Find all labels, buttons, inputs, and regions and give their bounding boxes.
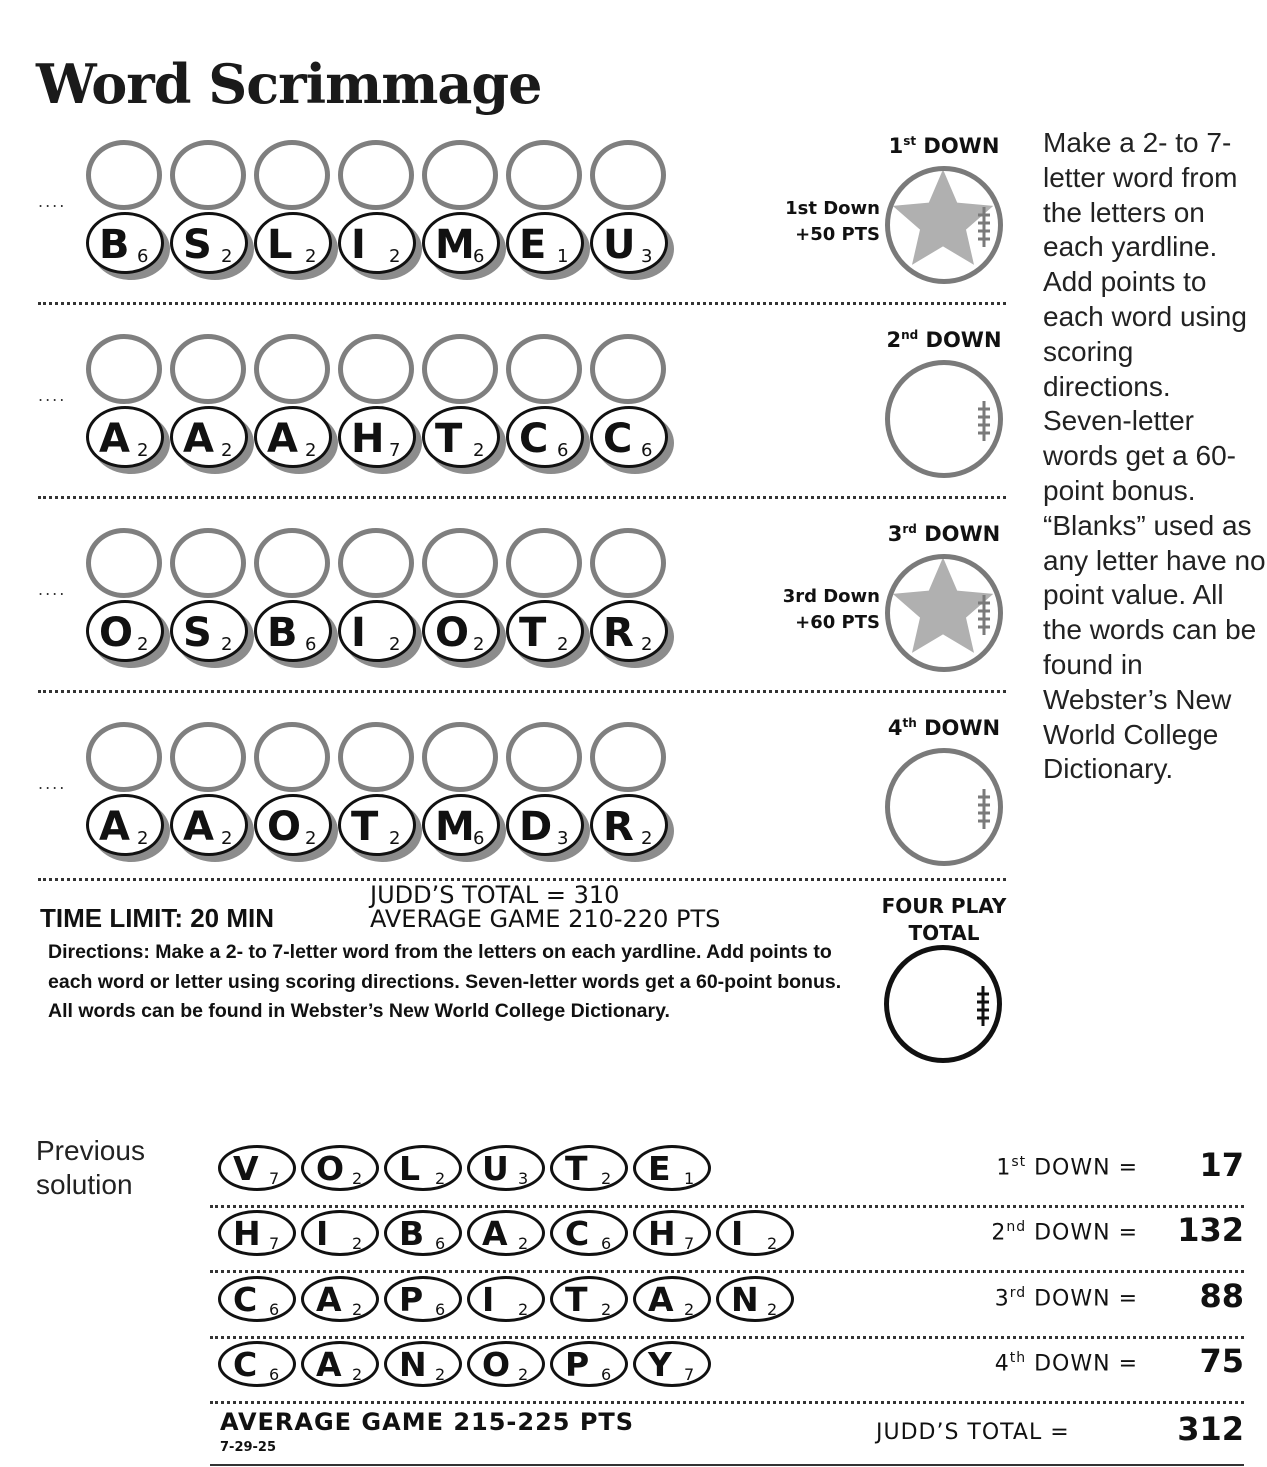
tile-face bbox=[590, 794, 668, 856]
down-score-ball[interactable] bbox=[885, 554, 1003, 672]
solution-score: 88 bbox=[1199, 1277, 1244, 1315]
tile-letter: A bbox=[648, 1280, 674, 1319]
answer-slot[interactable] bbox=[590, 722, 666, 792]
solution-down-label bbox=[996, 1154, 1138, 1180]
solution-score: 17 bbox=[1199, 1146, 1244, 1184]
solution-tile bbox=[467, 1145, 545, 1191]
answer-slot[interactable] bbox=[338, 722, 414, 792]
solution-tile bbox=[384, 1210, 462, 1256]
tile-letter: R bbox=[603, 804, 634, 850]
letter-tile bbox=[590, 406, 670, 470]
answer-slot[interactable] bbox=[422, 140, 498, 210]
answer-slot[interactable] bbox=[170, 140, 246, 210]
solution-tile bbox=[467, 1276, 545, 1322]
tile-letter: A bbox=[482, 1214, 508, 1253]
letter-tile bbox=[506, 406, 586, 470]
tile-letter: O bbox=[482, 1345, 511, 1384]
letter-tile bbox=[506, 600, 586, 664]
answer-slot[interactable] bbox=[86, 528, 162, 598]
solution-row bbox=[210, 1207, 1244, 1271]
tile-value: 2 bbox=[352, 1234, 363, 1253]
tile-face bbox=[254, 406, 332, 468]
tile-value: 6 bbox=[601, 1365, 612, 1384]
tile-letter: T bbox=[565, 1149, 588, 1188]
solution-row bbox=[210, 1273, 1244, 1337]
tile-letter: S bbox=[183, 610, 212, 656]
tile-value: 2 bbox=[221, 440, 233, 461]
tile-value: 6 bbox=[435, 1300, 446, 1319]
down-word: DOWN = bbox=[1026, 1286, 1138, 1312]
tile-face bbox=[86, 794, 164, 856]
letter-tile bbox=[170, 600, 250, 664]
down-label bbox=[879, 134, 1009, 158]
tile-letter: T bbox=[351, 804, 379, 850]
tile-face bbox=[170, 406, 248, 468]
answer-slot[interactable] bbox=[254, 140, 330, 210]
tile-value: 2 bbox=[352, 1169, 363, 1188]
tile-value: 7 bbox=[269, 1169, 280, 1188]
tile-letter: T bbox=[519, 610, 547, 656]
answer-slot[interactable] bbox=[254, 334, 330, 404]
letter-tile bbox=[422, 794, 502, 858]
tile-value: 2 bbox=[305, 828, 317, 849]
yardline-marker: .... bbox=[38, 192, 67, 211]
tile-value: 2 bbox=[352, 1300, 363, 1319]
down-number: 3 bbox=[887, 522, 903, 546]
letter-tile bbox=[254, 600, 334, 664]
tile-face bbox=[254, 600, 332, 662]
tile-letter: I bbox=[316, 1214, 329, 1253]
down-ordinal: rd bbox=[902, 522, 917, 536]
previous-average-game: AVERAGE GAME 215-225 PTS bbox=[220, 1408, 635, 1436]
tile-value: 2 bbox=[389, 828, 401, 849]
solution-tile bbox=[633, 1145, 711, 1191]
tile-letter: H bbox=[233, 1214, 261, 1253]
letter-tile bbox=[590, 794, 670, 858]
tile-value: 6 bbox=[601, 1234, 612, 1253]
solution-divider bbox=[210, 1401, 1244, 1404]
tile-value: 2 bbox=[518, 1365, 529, 1384]
football-laces-icon bbox=[978, 595, 990, 635]
tile-value: 3 bbox=[518, 1169, 529, 1188]
tile-face bbox=[338, 600, 416, 662]
tile-face bbox=[86, 212, 164, 274]
down-bonus-points: 1st Down +50 PTS bbox=[785, 198, 880, 245]
tile-letter: N bbox=[399, 1345, 427, 1384]
letter-tile bbox=[506, 794, 586, 858]
tile-value: 6 bbox=[473, 246, 485, 267]
tile-letter: A bbox=[99, 804, 130, 850]
tile-letter: R bbox=[603, 610, 634, 656]
solution-tile bbox=[633, 1276, 711, 1322]
letter-tile bbox=[338, 600, 418, 664]
down-ordinal: nd bbox=[1006, 1219, 1027, 1235]
bottom-rule bbox=[210, 1464, 1244, 1466]
tile-value: 2 bbox=[518, 1300, 529, 1319]
tile-value: 3 bbox=[641, 246, 653, 267]
tile-letter: V bbox=[233, 1149, 259, 1188]
tile-value: 6 bbox=[473, 828, 485, 849]
letter-tile bbox=[254, 212, 334, 276]
tile-value: 7 bbox=[269, 1234, 280, 1253]
tile-face bbox=[506, 212, 584, 274]
tile-letter: L bbox=[399, 1149, 421, 1188]
tile-face bbox=[506, 600, 584, 662]
tile-value: 2 bbox=[305, 440, 317, 461]
down-number: 1 bbox=[888, 134, 904, 158]
solution-down-label bbox=[991, 1219, 1138, 1245]
tile-letter: H bbox=[648, 1214, 676, 1253]
answer-slot[interactable] bbox=[506, 528, 582, 598]
tile-value: 1 bbox=[557, 246, 569, 267]
football-laces-icon bbox=[977, 986, 989, 1026]
solution-tile bbox=[467, 1341, 545, 1387]
answer-slot[interactable] bbox=[170, 722, 246, 792]
tile-face bbox=[422, 406, 500, 468]
down-ordinal: rd bbox=[1009, 1285, 1027, 1301]
tile-letter: H bbox=[351, 416, 385, 462]
tile-value: 6 bbox=[137, 246, 149, 267]
tile-letter: C bbox=[519, 416, 549, 462]
tile-value: 6 bbox=[557, 440, 569, 461]
solution-tile bbox=[550, 1210, 628, 1256]
down-ordinal: nd bbox=[901, 328, 919, 342]
judds-total: JUDD’S TOTAL = 310 bbox=[370, 881, 620, 909]
tile-face bbox=[590, 212, 668, 274]
tile-face bbox=[254, 794, 332, 856]
tile-letter: T bbox=[435, 416, 463, 462]
yardline-divider bbox=[38, 690, 1006, 693]
tile-value: 3 bbox=[557, 828, 569, 849]
answer-slot[interactable] bbox=[86, 334, 162, 404]
solution-tile bbox=[550, 1276, 628, 1322]
tile-letter: M bbox=[435, 222, 475, 268]
answer-slot[interactable] bbox=[254, 722, 330, 792]
previous-judds-total-score: 312 bbox=[1177, 1410, 1244, 1448]
tile-letter: M bbox=[435, 804, 475, 850]
tile-value: 2 bbox=[389, 634, 401, 655]
letter-tile bbox=[590, 600, 670, 664]
solution-tile bbox=[218, 1145, 296, 1191]
tile-value: 7 bbox=[389, 440, 401, 461]
answer-slot[interactable] bbox=[86, 722, 162, 792]
letter-tile bbox=[86, 406, 166, 470]
answer-slot[interactable] bbox=[338, 140, 414, 210]
tile-letter: B bbox=[267, 610, 298, 656]
tile-face bbox=[422, 794, 500, 856]
down-word: DOWN bbox=[916, 716, 1001, 740]
tile-face bbox=[590, 406, 668, 468]
tile-letter: L bbox=[267, 222, 293, 268]
tile-value: 2 bbox=[473, 634, 485, 655]
tile-value: 2 bbox=[137, 440, 149, 461]
tile-value: 2 bbox=[601, 1169, 612, 1188]
football-laces-icon bbox=[978, 401, 990, 441]
down-word: DOWN = bbox=[1026, 1351, 1138, 1377]
letter-tile bbox=[422, 406, 502, 470]
down-ordinal: st bbox=[1011, 1154, 1027, 1170]
tile-letter: T bbox=[565, 1280, 588, 1319]
yardline-divider bbox=[38, 496, 1006, 499]
down-score-ball[interactable] bbox=[885, 360, 1003, 478]
tile-face bbox=[170, 794, 248, 856]
tile-letter: O bbox=[267, 804, 302, 850]
answer-slot[interactable] bbox=[590, 140, 666, 210]
answer-slot[interactable] bbox=[86, 140, 162, 210]
tile-value: 2 bbox=[352, 1365, 363, 1384]
letter-tile bbox=[170, 794, 250, 858]
tile-letter: S bbox=[183, 222, 212, 268]
tile-face bbox=[506, 794, 584, 856]
tile-value: 2 bbox=[518, 1234, 529, 1253]
solution-score: 75 bbox=[1199, 1342, 1244, 1380]
tile-letter: D bbox=[519, 804, 553, 850]
solution-tile bbox=[218, 1210, 296, 1256]
answer-slot[interactable] bbox=[170, 334, 246, 404]
tile-value: 2 bbox=[389, 246, 401, 267]
solution-tile bbox=[218, 1276, 296, 1322]
down-number: 2 bbox=[886, 328, 902, 352]
down-label bbox=[879, 716, 1009, 740]
yardline-marker: .... bbox=[38, 580, 67, 599]
tile-value: 6 bbox=[269, 1300, 280, 1319]
tile-letter: A bbox=[316, 1280, 342, 1319]
tile-letter: B bbox=[99, 222, 130, 268]
letter-tile bbox=[422, 212, 502, 276]
tile-value: 2 bbox=[221, 634, 233, 655]
tile-value: 7 bbox=[684, 1365, 695, 1384]
average-game: AVERAGE GAME 210-220 PTS bbox=[370, 905, 721, 933]
football-laces-icon bbox=[978, 789, 990, 829]
answer-slot[interactable] bbox=[338, 528, 414, 598]
letter-tile bbox=[338, 794, 418, 858]
letter-tile bbox=[338, 406, 418, 470]
tile-face bbox=[422, 212, 500, 274]
tile-letter: I bbox=[351, 222, 366, 268]
answer-slot[interactable] bbox=[254, 528, 330, 598]
four-play-total-ball[interactable] bbox=[884, 945, 1002, 1063]
down-ordinal: th bbox=[1009, 1350, 1027, 1366]
time-limit: TIME LIMIT: 20 MIN bbox=[40, 903, 274, 933]
tile-value: 2 bbox=[684, 1300, 695, 1319]
tile-face bbox=[422, 600, 500, 662]
down-label bbox=[879, 522, 1009, 546]
answer-slot[interactable] bbox=[170, 528, 246, 598]
yardline-row bbox=[38, 322, 1006, 514]
answer-slot[interactable] bbox=[506, 722, 582, 792]
tile-letter: O bbox=[316, 1149, 345, 1188]
solution-tile bbox=[467, 1210, 545, 1256]
tile-letter: A bbox=[183, 804, 214, 850]
tile-value: 2 bbox=[435, 1169, 446, 1188]
yardline-row bbox=[38, 710, 1006, 902]
letter-tile bbox=[254, 406, 334, 470]
solution-tile bbox=[384, 1145, 462, 1191]
letter-tile bbox=[86, 212, 166, 276]
tile-letter: A bbox=[99, 416, 130, 462]
previous-solution-label: Previous solution bbox=[36, 1135, 145, 1200]
letter-tile bbox=[170, 212, 250, 276]
letter-tile bbox=[590, 212, 670, 276]
solution-tile bbox=[301, 1210, 379, 1256]
tile-face bbox=[170, 212, 248, 274]
down-score-ball[interactable] bbox=[885, 166, 1003, 284]
down-number: 4 bbox=[994, 1351, 1010, 1377]
letter-tile bbox=[170, 406, 250, 470]
tile-value: 7 bbox=[684, 1234, 695, 1253]
tile-value: 2 bbox=[601, 1300, 612, 1319]
down-bonus-points: 3rd Down +60 PTS bbox=[782, 586, 880, 633]
puzzle-title: Word Scrimmage bbox=[36, 52, 542, 116]
tile-letter: C bbox=[565, 1214, 590, 1253]
tile-face bbox=[86, 406, 164, 468]
tile-face bbox=[338, 794, 416, 856]
solution-tile bbox=[384, 1276, 462, 1322]
tile-letter: A bbox=[316, 1345, 342, 1384]
tile-letter: A bbox=[267, 416, 298, 462]
tile-value: 2 bbox=[137, 828, 149, 849]
puzzle-date: 7-29-25 bbox=[220, 1440, 277, 1455]
directions-text: Directions: Make a 2- to 7-letter word from the letters on each yardline. Add points to each word or letter using scoring directions. Seven-letter words get a 60-point bonus. All words can be found in Webster’s New World College Dictionary. bbox=[48, 941, 842, 1022]
tile-value: 6 bbox=[435, 1234, 446, 1253]
tile-face bbox=[506, 406, 584, 468]
tile-letter: O bbox=[435, 610, 470, 656]
down-word: DOWN bbox=[918, 328, 1002, 352]
tile-face bbox=[590, 600, 668, 662]
tile-letter: E bbox=[648, 1149, 671, 1188]
letter-tile bbox=[506, 212, 586, 276]
yardline-marker: .... bbox=[38, 386, 67, 405]
solution-tile bbox=[301, 1145, 379, 1191]
solution-tile bbox=[716, 1276, 794, 1322]
down-number: 1 bbox=[996, 1155, 1012, 1181]
down-score-ball[interactable] bbox=[885, 748, 1003, 866]
solution-row bbox=[210, 1142, 1244, 1206]
down-number: 3 bbox=[994, 1286, 1010, 1312]
tile-face bbox=[338, 406, 416, 468]
down-word: DOWN bbox=[916, 522, 1001, 546]
solution-tile bbox=[550, 1341, 628, 1387]
tile-letter: P bbox=[399, 1280, 424, 1319]
tile-value: 2 bbox=[767, 1300, 778, 1319]
tile-letter: E bbox=[519, 222, 547, 268]
answer-slot[interactable] bbox=[506, 334, 582, 404]
tile-letter: P bbox=[565, 1345, 590, 1384]
tile-value: 6 bbox=[305, 634, 317, 655]
tile-value: 2 bbox=[305, 246, 317, 267]
answer-slot[interactable] bbox=[590, 334, 666, 404]
tile-letter: Y bbox=[648, 1345, 672, 1384]
down-number: 4 bbox=[887, 716, 903, 740]
solution-tile bbox=[301, 1276, 379, 1322]
answer-slot[interactable] bbox=[590, 528, 666, 598]
tile-letter: U bbox=[482, 1149, 509, 1188]
tile-letter: B bbox=[399, 1214, 425, 1253]
solution-tile bbox=[218, 1341, 296, 1387]
tile-value: 6 bbox=[269, 1365, 280, 1384]
solution-row bbox=[210, 1338, 1244, 1402]
down-label bbox=[879, 328, 1009, 352]
down-word: DOWN = bbox=[1026, 1155, 1138, 1181]
letter-tile bbox=[254, 794, 334, 858]
down-ordinal: th bbox=[902, 716, 917, 730]
tile-letter: C bbox=[603, 416, 633, 462]
previous-judds-total-label: JUDD’S TOTAL = bbox=[876, 1420, 1070, 1445]
tile-face bbox=[170, 600, 248, 662]
tile-face bbox=[338, 212, 416, 274]
tile-value: 2 bbox=[473, 440, 485, 461]
tile-value: 2 bbox=[641, 634, 653, 655]
solution-tile bbox=[633, 1210, 711, 1256]
down-word: DOWN = bbox=[1026, 1220, 1138, 1246]
tile-letter: C bbox=[233, 1345, 258, 1384]
tile-face bbox=[254, 212, 332, 274]
solution-tile bbox=[550, 1145, 628, 1191]
letter-tile bbox=[86, 794, 166, 858]
yardline-divider bbox=[38, 302, 1006, 305]
letter-tile bbox=[338, 212, 418, 276]
solution-tile bbox=[716, 1210, 794, 1256]
tile-value: 2 bbox=[137, 634, 149, 655]
yardline-marker: .... bbox=[38, 774, 67, 793]
tile-letter: I bbox=[351, 610, 366, 656]
tile-value: 2 bbox=[557, 634, 569, 655]
tile-letter: I bbox=[482, 1280, 495, 1319]
solution-down-label bbox=[995, 1285, 1138, 1311]
tile-value: 2 bbox=[221, 828, 233, 849]
four-play-total-label: FOUR PLAY TOTAL bbox=[881, 894, 1007, 945]
answer-slot[interactable] bbox=[422, 722, 498, 792]
answer-slot[interactable] bbox=[338, 334, 414, 404]
down-ordinal: st bbox=[903, 134, 917, 148]
solution-score: 132 bbox=[1177, 1211, 1244, 1249]
solution-tile bbox=[633, 1341, 711, 1387]
side-instructions: Make a 2- to 7-letter word from the letters on each yardline. Add points to each word using scoring directions. Seven-letter words get a 60-point bonus. “Blanks” used as any letter have no point value. All the words can be found in Webster’s New World College Dictionary. bbox=[1043, 127, 1266, 785]
tile-value: 2 bbox=[221, 246, 233, 267]
tile-face bbox=[86, 600, 164, 662]
solution-tile bbox=[384, 1341, 462, 1387]
solution-tile bbox=[301, 1341, 379, 1387]
tile-letter: U bbox=[603, 222, 636, 268]
tile-value: 1 bbox=[684, 1169, 695, 1188]
tile-value: 2 bbox=[641, 828, 653, 849]
answer-slot[interactable] bbox=[422, 334, 498, 404]
letter-tile bbox=[422, 600, 502, 664]
tile-value: 6 bbox=[641, 440, 653, 461]
down-number: 2 bbox=[991, 1220, 1007, 1246]
solution-down-label bbox=[995, 1350, 1138, 1376]
tile-letter: O bbox=[99, 610, 134, 656]
tile-value: 2 bbox=[767, 1234, 778, 1253]
football-laces-icon bbox=[978, 207, 990, 247]
tile-value: 2 bbox=[435, 1365, 446, 1384]
answer-slot[interactable] bbox=[506, 140, 582, 210]
tile-letter: N bbox=[731, 1280, 759, 1319]
down-word: DOWN bbox=[916, 134, 1000, 158]
letter-tile bbox=[86, 600, 166, 664]
tile-letter: I bbox=[731, 1214, 744, 1253]
answer-slot[interactable] bbox=[422, 528, 498, 598]
tile-letter: A bbox=[183, 416, 214, 462]
tile-letter: C bbox=[233, 1280, 258, 1319]
